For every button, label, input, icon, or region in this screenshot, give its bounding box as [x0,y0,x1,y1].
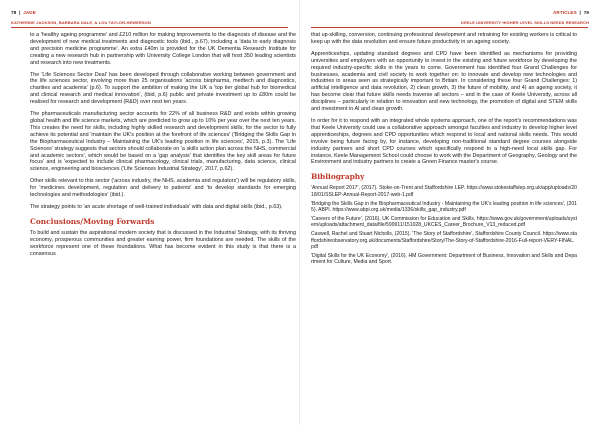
right-header-rule [311,27,588,28]
body-paragraph: The strategy points to 'an acute shortage of well-trained individuals' with data and digital skills (ibid., p.63). [30,203,283,210]
right-section-name: ARTICLES [552,10,577,15]
body-paragraph: Apprenticeships, updating standard degrees and CPD have been identified as mechanisms for providing universities and employers with an opportunity to invest in the existing and future workforce by developing the required industry-specific skills in the years to come. Government has identified four Grand Challenges for businesses, academia and civil society to work together on: to innovate and develop new technologies and industries in areas seen as strategically important to Britain. In considering these four Grand Challenges: 1) artificial intelligence and data revolution, 2) clean growth, 3) the future of mobility, and 4) an ageing society, it has become clear that future skills needs traverse all sectors – and in the case of Keele University, across all disciplines – particularly in relation to innovation and new technology, the promotion of digital and STEM skills and investment in AI and clean growth. [311,50,577,113]
right-page [300,0,600,425]
title-running-head: KEELE UNIVERSITY HIGHER LEVEL SKILLS NEEDS RESEARCH [461,20,589,25]
body-paragraph: In order for it to respond with an integrated whole systems approach, one of the report's recommendations was that Keele University could use a collaborative approach amongst faculties and industry to develop higher level apprenticeships, degrees and CPD opportunities which respond to local and national skills needs. This would involve being future facing by, for instance, developing non-traditional standard degree courses alongside industry partners and short CPD courses which specifically respond to a high-need local skills gap. For instance, Keele Management School could choose to work with the Department of Geography, Geology and the Environment and industry partners to create a Green Finance master's course. [311,117,577,166]
left-page-number: 78 [11,10,17,15]
body-paragraph: The pharmaceuticals manufacturing sector accounts for 22% of all business R&D and exists within growing global health and life science markets, which are predicted to grow up to 10% per year over the next ten years. This creates the need for skills, including highly skilled research and development skills, for the sector to fully achieve its potential and 'maintain the UK's position at the forefront of life sciences' ('Bridging the Skills Gap in the Biopharmaceutical Industry – Maintaining the UK's leading position in life sciences', 2015, p.3). The 'Life Sciences' strategy suggests that sectors should collaborate on 'a skills action plan across the NHS, commercial and academic sectors', which would be based on a 'gap analysis' that identifies the key skill areas for future focus' and is 'expected to include clinical pharmacology, clinical trials, manufacturing, data science, clinical science, engineering and biosciences ('Life Sciences Industrial Strategy', 2017, p.62). [30,111,296,173]
body-paragraph: Other skills relevant to this sector ('across industry, the NHS, academia and regulators') will be regulatory skills, for 'medicines development, regulation and delivery to patients' and 'to develop standards for emerging technologies and methodologies' (ibid.). [30,178,296,199]
left-text-column [30,32,296,262]
body-paragraph: The 'Life Sciences Sector Deal' has been developed through collaborative working between government and the life sciences sector, involving more than 25 organisations 'across biopharma, medtech and diagnostics, charities and academia' (p.6). To support the ambition of making the UK a 'top tier global hub for biomedical and clinical research and medical innovation', (ibid, p.6) public and private investment up to £80m could be realised for research and development (R&D) over next ten years. [30,71,296,106]
bibliography-heading: Bibliography [311,172,365,182]
right-page-number: 79 [583,10,589,15]
bibliography-entry: 'Annual Report 2017', (2017). Stoke-on-Trent and Staffordshire LEP. https://www.stokestaffslep.org.uk/app/uploads/2018/01/SSLEP-Annual-Report-2017-web-1.pdf [311,185,577,198]
left-journal-name: JADE [23,10,36,15]
right-page-header: ARTICLES | 79 [552,10,589,15]
left-header-rule [11,27,288,28]
bibliography-entry: Caswell, Rachel and Stuart Nicholls, (2015). 'The Story of Staffordshire', Staffordshire County Council. https://www.staffordshireobservatory.org.uk/documents/Staffordshire/Story/The-Story-of-Staffordshire-2016-Full-report-VERY-FINAL.pdf [311,231,577,251]
bibliography-entry: 'Digital Skills for the UK Economy', (2016). HM Government: Department of Business, Innovation and Skills and Department for Culture, Media and Sport. [311,252,577,266]
conclusions-heading: Conclusions/Moving Forwards [30,216,155,226]
right-text-column [311,32,577,268]
bibliography-entry: 'Bridging the Skills Gap in the Biopharmaceutical Industry - Maintaining the UK's leading position in life sciences', (2015). ABPI. https://www.abpi.org.uk/media/1336/skills_gap_industry.pdf [311,200,577,214]
conclusions-paragraph: To build and sustain the aspirational modern society that is discussed in the Industrial Strategy, with its thriving economy, prosperous communities and greater earning power, firm foundations are needed. The skills of the workforce represent one of these foundations. What has become evident in this study is that there is a consensus [30,229,296,257]
bibliography-entry: 'Careers of the Future', (2016). UK Commission for Education and Skills. https://www.gov.uk/government/uploads/system/uploads/attachment_data/file/599911/151028_UKCES_Career_Brochure_V13_reduced.pdf [311,215,577,229]
left-page-header: 78 | JADE [11,10,36,15]
body-paragraph: that up-skilling, conversion, continuing professional development and retraining for existing workers is critical to keep up with the data revolution and ensure future productivity in an ageing society. [311,32,577,45]
bibliography-list [311,185,577,265]
body-paragraph: to a 'healthy ageing programme' and £210 million for making improvements to the diagnosis of disease and the development of new medical treatments and diagnostic tools (ibid., p.67), including a 'data to early diagnosis and precision medicine programme'. An extra £40m is provided for the UK Dementia Research Institute for creating a new research hub in partnership with University College London that will host 350 leading scientists and research into new treatments. [30,32,296,66]
authors-running-head: KATHERINE JACKSON, BARBARA DALE, & LOU TAYLOR-HEWERSON [11,20,151,25]
